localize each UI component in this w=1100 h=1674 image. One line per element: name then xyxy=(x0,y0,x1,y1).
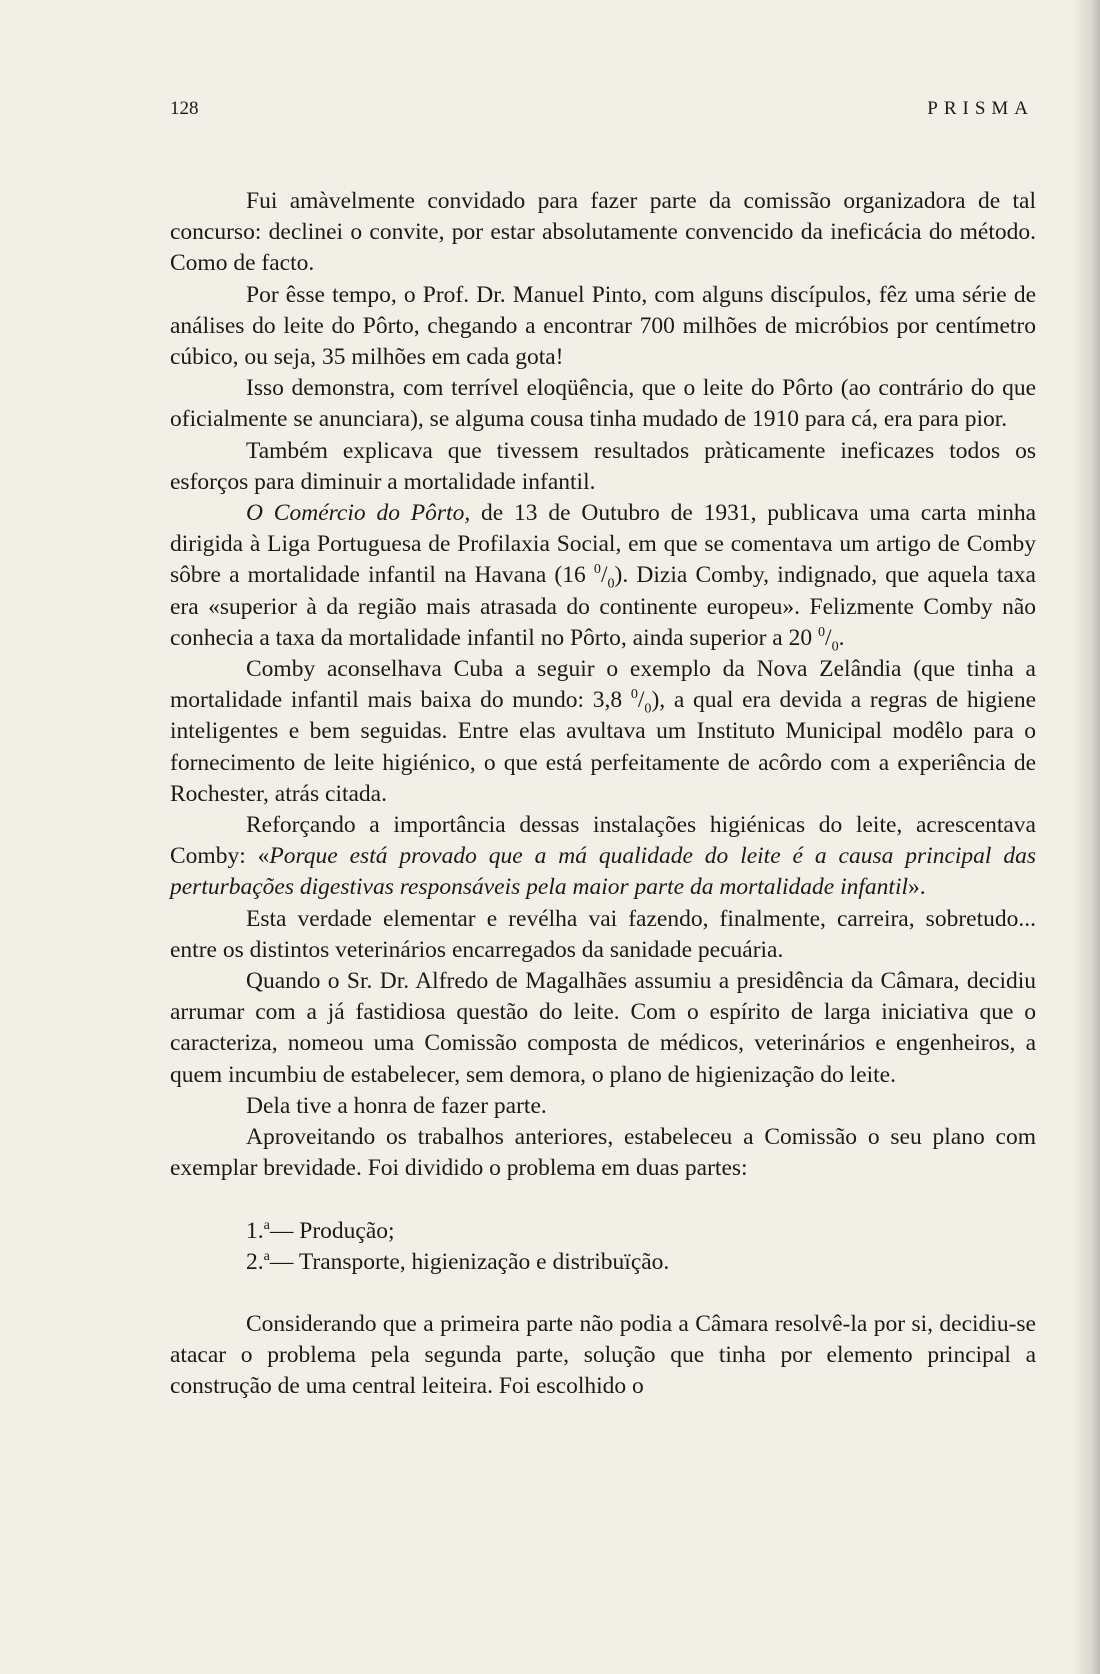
per-mille-top: 0 xyxy=(817,624,826,641)
paragraph-6-text-b: ), a qual era devida a regras de higiene inteligentes e bem seguidas. Entre elas avultava um Instituto Municipal modêlo para o fornecimento de leite higiénico, o que está perfeitamente de acôrdo com a experiência de Rochester, atrás citada. xyxy=(170,687,1036,807)
list-item-text: — Produção; xyxy=(269,1217,395,1244)
paragraph-4: Também explicava que tivessem resultados pràticamente ineficazes todos os esforços para diminuir a mortalidade infantil. xyxy=(170,437,1036,495)
per-mille-top: 0 xyxy=(593,561,601,578)
list-item-ordinal: a xyxy=(263,1216,270,1233)
per-mille-bottom: 0 xyxy=(644,700,652,717)
paragraph-11: Aproveitando os trabalhos anteriores, estabeleceu a Comissão o seu plano com exemplar brevidade. Foi dividido o problema em duas partes: xyxy=(170,1124,1036,1182)
page-edge-shadow xyxy=(1072,0,1100,1674)
running-title: PRISMA xyxy=(927,98,1034,119)
paragraph-7-text-b: ». xyxy=(908,874,926,901)
list-item-number: 2. xyxy=(246,1248,264,1275)
paragraph-6 xyxy=(170,654,1036,810)
paragraph-10: Dela tive a honra de fazer parte. xyxy=(246,1092,547,1119)
paragraph-5-text-a: de 13 de Outubro de 1931, publicava uma carta minha dirigida à Liga Portuguesa de Profilaxia Social, em que se comentava um artigo de Comby sôbre a mortalidade infantil na Havana (16 xyxy=(170,500,1037,589)
per-mille-bottom: 0 xyxy=(831,638,839,655)
list-item-ordinal: a xyxy=(263,1247,270,1264)
paragraph-5-text-c: . xyxy=(838,624,845,651)
per-mille-sign: $^0/_0$ xyxy=(593,561,615,593)
paragraph-3: Isso demonstra, com terrível eloqüência, que o leite do Pôrto (ao contrário do que oficialmente se anunciara), se alguma cousa tinha mudado de 1910 para cá, era para pior. xyxy=(170,375,1036,433)
paragraph-5-text-b: ). Dizia Comby, indignado, que aquela taxa era «superior à da região mais atrasada do continente europeu». Felizmente Comby não conhecia a taxa da mortalidade infantil no Pôrto, ainda superior a 20 xyxy=(170,562,1036,651)
list-item xyxy=(170,1216,1036,1247)
problem-parts-list xyxy=(170,1216,1036,1278)
paragraph-6-text-a: Comby aconselhava Cuba a seguir o exemplo da Nova Zelândia (que tinha a mortalidade infantil mais baixa do mundo: 3,8 xyxy=(170,656,1036,714)
paragraph-7 xyxy=(170,810,1036,904)
paragraph-7-text-a: Reforçando a importância dessas instalações higiénicas do leite, acrescentava Comby: « xyxy=(170,812,1036,870)
list-item-text: — Transporte, higienização e distribuïção. xyxy=(269,1248,670,1275)
page-header xyxy=(170,98,1034,128)
per-mille-sign: $^0/_0$ xyxy=(630,686,652,717)
paragraph-1: Fui amàvelmente convidado para fazer parte da comissão organizadora de tal concurso: declinei o convite, por estar absolutamente convencido da ineficácia do método. Como de facto. xyxy=(170,188,1036,277)
paragraph-12: Considerando que a primeira parte não podia a Câmara resolvê-la por si, decidiu-se atacar o problema pela segunda parte, solução que tinha por elemento principal a construção de uma central leiteira. Foi escolhido o xyxy=(170,1310,1036,1400)
comby-quote: Porque está provado que a má qualidade do leite é a causa principal das perturbações digestivas responsáveis pela maior parte da mortalidade infantil xyxy=(170,843,1036,901)
page-number: 128 xyxy=(170,98,199,119)
list-item-number: 1. xyxy=(246,1217,264,1244)
list-item xyxy=(170,1247,1036,1278)
per-mille-top: 0 xyxy=(630,686,638,703)
body-text xyxy=(170,186,1036,1403)
paragraph-5 xyxy=(170,498,1036,654)
per-mille-bottom: 0 xyxy=(607,576,615,593)
per-mille-sign: $^0/_0$ xyxy=(817,624,839,655)
paragraph-8: Esta verdade elementar e revélha vai fazendo, finalmente, carreira, sobretudo... entre os distintos veterinários encarregados da sanidade pecuária. xyxy=(170,905,1036,963)
newspaper-title: O Comércio do Pôrto, xyxy=(246,500,471,527)
paragraph-2: Por êsse tempo, o Prof. Dr. Manuel Pinto, com alguns discípulos, fêz uma série de análises do leite do Pôrto, chegando a encontrar 700 milhões de micróbios por centímetro cúbico, ou seja, 35 milhões em cada gota! xyxy=(170,281,1036,371)
paragraph-9: Quando o Sr. Dr. Alfredo de Magalhães assumiu a presidência da Câmara, decidiu arrumar com a já fastidiosa questão do leite. Com o espírito de larga iniciativa que o caracteriza, nomeou uma Comissão composta de médicos, veterinários e engenheiros, a quem incumbiu de estabelecer, sem demora, o plano de higienização do leite. xyxy=(170,968,1036,1088)
